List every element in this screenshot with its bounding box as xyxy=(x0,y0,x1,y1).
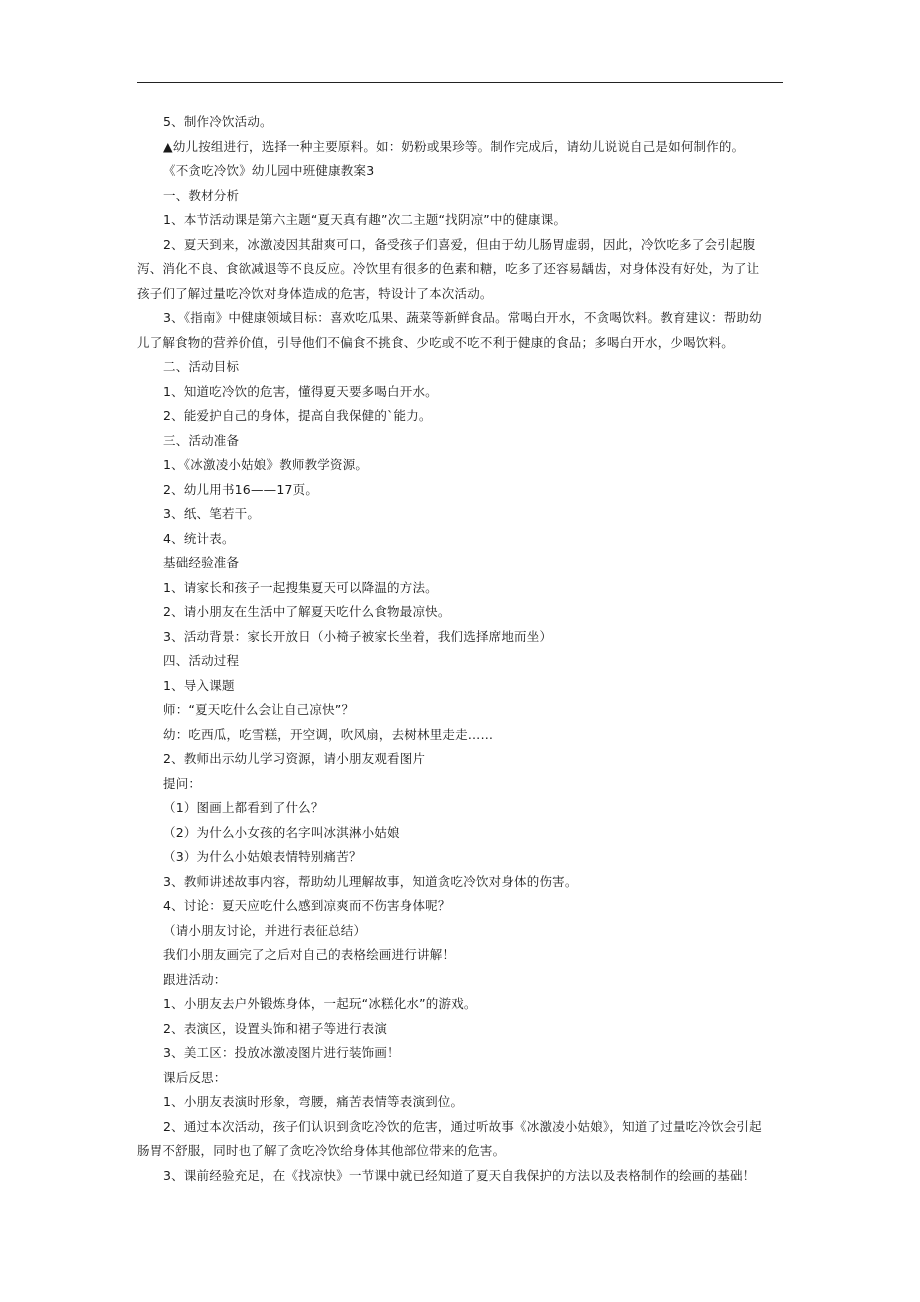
heading: 课后反思： xyxy=(163,1069,227,1085)
text-line: 1、知道吃冷饮的危害，懂得夏天要多喝白开水。 xyxy=(163,383,438,399)
text-line: 2、表演区，设置头饰和裙子等进行表演 xyxy=(163,1020,388,1036)
text-line: 2、教师出示幼儿学习资源，请小朋友观看图片 xyxy=(163,751,426,766)
text-line: 幼：吃西瓜，吃雪糕，开空调，吹风扇，去树林里走走…… xyxy=(163,726,494,742)
text-line: 我们小朋友画完了之后对自己的表格绘画进行讲解！ xyxy=(163,947,456,962)
heading: 三、活动准备 xyxy=(163,432,240,448)
text-line: 1、请家长和孩子一起搜集夏天可以降温的方法。 xyxy=(163,579,438,595)
text-line: 4、讨论：夏天应吃什么感到凉爽而不伤害身体呢？ xyxy=(163,898,451,913)
text-line: 2、幼儿用书16——17页。 xyxy=(163,481,319,497)
heading: 跟进活动： xyxy=(163,971,227,987)
text-line: 4、统计表。 xyxy=(163,530,235,546)
text-line: 3、教师讲述故事内容，帮助幼儿理解故事，知道贪吃冷饮对身体的伤害。 xyxy=(163,873,578,889)
text-line: 2、能爱护自己的身体，提高自我保健的`能力。 xyxy=(163,408,432,423)
heading: 二、活动目标 xyxy=(163,359,240,374)
paragraph: 2、通过本次活动，孩子们认识到贪吃冷饮的危害，通过听故事《冰激凌小姑娘》，知道了过量吃冷饮会引起肠胃不舒服，同时也了解了贪吃冷饮给身体其他部位带来的危害。 xyxy=(137,1118,762,1158)
header-rule xyxy=(137,82,783,83)
paragraph: 3、《指南》中健康领域目标：喜欢吃瓜果、蔬菜等新鲜食品。常喝白开水，不贪喝饮料。教育建议：帮助幼儿了解食物的营养价值，引导他们不偏食不挑食、少吃或不吃不利于健康的食品；多喝白开水，少喝饮料。 xyxy=(137,310,762,350)
text-line: 1、本节活动课是第六主题“夏天真有趣”次二主题“找阴凉”中的健康课。 xyxy=(163,212,567,227)
text-line: （请小朋友讨论，并进行表征总结） xyxy=(163,922,367,938)
text-line: 1、导入课题 xyxy=(163,677,235,693)
document-body xyxy=(137,110,763,1188)
text-line: （1）图画上都看到了什么？ xyxy=(163,800,324,815)
text-line: 2、请小朋友在生活中了解夏天吃什么食物最凉快。 xyxy=(163,604,451,619)
paragraph: 2、夏天到来，冰激凌因其甜爽可口，备受孩子们喜爱，但由于幼儿肠胃虚弱，因此，冷饮吃多了会引起腹泻、消化不良、食欲减退等不良反应。冷饮里有很多的色素和糖，吃多了还容易龋齿，对身体没有好处，为了让孩子们了解过量吃冷饮对身体造成的危害，特设计了本次活动。 xyxy=(137,236,760,301)
text-line: ▲幼儿按组进行，选择一种主要原料。如：奶粉或果珍等。制作完成后，请幼儿说说自己是如何制作的。 xyxy=(163,138,745,154)
text-line: 1、小朋友表演时形象，弯腰，痛苦表情等表演到位。 xyxy=(163,1094,464,1109)
text-line: 3、课前经验充足，在《找凉快》一节课中就已经知道了夏天自我保护的方法以及表格制作的绘画的基础！ xyxy=(163,1167,756,1183)
text-line: 3、美工区：投放冰激凌图片进行装饰画！ xyxy=(163,1045,400,1060)
text-line: 师：“夏天吃什么会让自己凉快”？ xyxy=(163,702,355,717)
heading: 基础经验准备 xyxy=(163,555,240,570)
section-title: 《不贪吃冷饮》幼儿园中班健康教案3 xyxy=(163,163,375,178)
text-line: 3、活动背景：家长开放日（小椅子被家长坐着，我们选择席地而坐） xyxy=(163,628,553,644)
text-line: 5、制作冷饮活动。 xyxy=(163,114,273,129)
text-line: 提问： xyxy=(163,775,202,791)
text-line: 1、《冰激凌小姑娘》教师教学资源。 xyxy=(163,457,369,472)
heading: 四、活动过程 xyxy=(163,653,240,668)
text-line: 1、小朋友去户外锻炼身体，一起玩“冰糕化水”的游戏。 xyxy=(163,996,477,1011)
text-line: （3）为什么小姑娘表情特别痛苦？ xyxy=(163,849,362,864)
heading: 一、教材分析 xyxy=(163,187,240,203)
text-line: （2）为什么小女孩的名字叫冰淇淋小姑娘 xyxy=(163,824,400,840)
text-line: 3、纸、笔若干。 xyxy=(163,506,261,521)
